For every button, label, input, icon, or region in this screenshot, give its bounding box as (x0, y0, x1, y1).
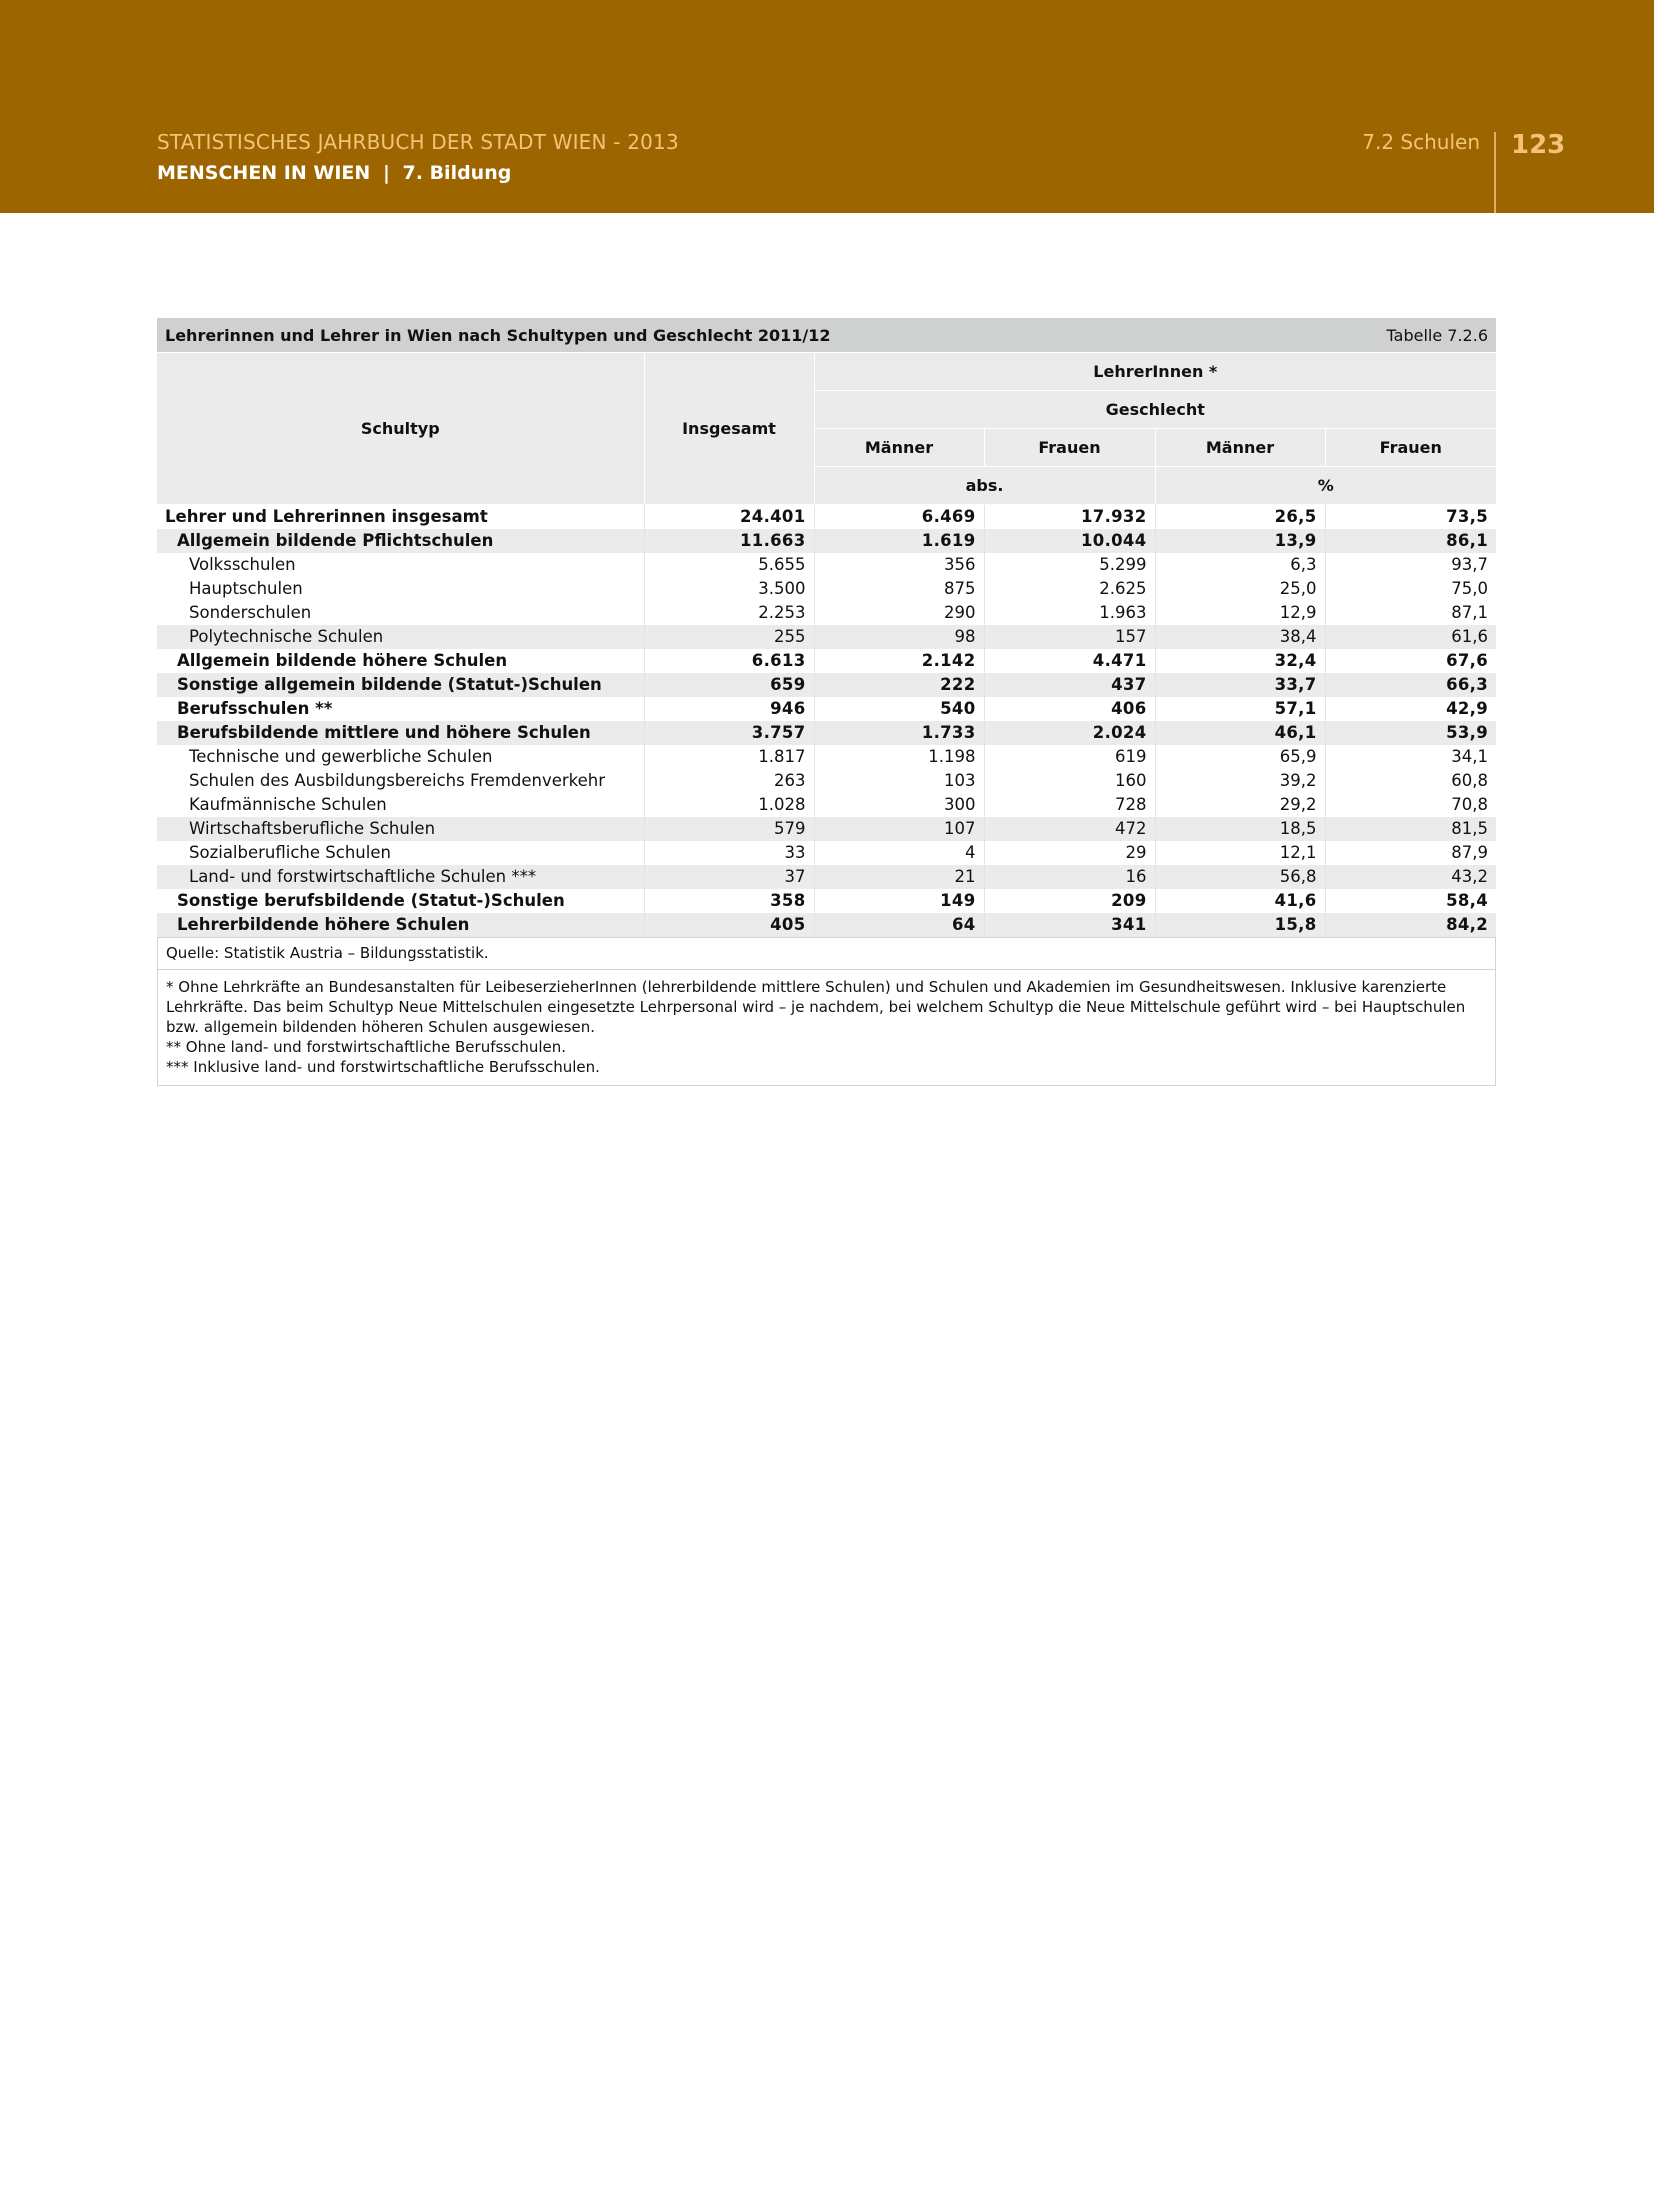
cell-insgesamt: 659 (644, 673, 814, 697)
cell-frauen: 4.471 (984, 649, 1155, 673)
header-maenner-pct: Männer (1155, 429, 1325, 467)
footnote-2: ** Ohne land- und forstwirtschaftliche Berufsschulen. (166, 1038, 567, 1056)
cell-maenner-pct: 12,9 (1155, 601, 1325, 625)
cell-maenner-pct: 18,5 (1155, 817, 1325, 841)
cell-maenner-pct: 39,2 (1155, 769, 1325, 793)
cell-frauen-pct: 87,9 (1451, 843, 1489, 862)
header-insgesamt: Insgesamt (644, 353, 814, 505)
cell-insgesamt: 263 (644, 769, 814, 793)
table-row (157, 577, 1496, 601)
cell-frauen: 472 (984, 817, 1155, 841)
cell-frauen: 29 (984, 841, 1155, 865)
cell-insgesamt: 24.401 (644, 505, 814, 530)
cell-insgesamt: 3.757 (644, 721, 814, 745)
cell-insgesamt: 946 (644, 697, 814, 721)
header-divider (1494, 132, 1496, 213)
table-row (157, 553, 1496, 577)
row-label: Berufsschulen ** (157, 697, 644, 721)
table-row (157, 697, 1496, 721)
cell-frauen-pct: 93,7 (1451, 555, 1489, 574)
table-row (157, 505, 1496, 530)
cell-insgesamt: 358 (644, 889, 814, 913)
cell-frauen: 341 (984, 913, 1155, 937)
table-row (157, 529, 1496, 553)
row-label: Sozialberufliche Schulen (157, 841, 644, 865)
table-row (157, 673, 1496, 697)
cell-maenner-pct: 46,1 (1155, 721, 1325, 745)
table-row (157, 865, 1496, 889)
table-caption (157, 318, 1496, 352)
subtitle-part-1: MENSCHEN IN WIEN (157, 162, 371, 184)
table-row (157, 601, 1496, 625)
page-header-banner (0, 0, 1654, 213)
cell-insgesamt: 2.253 (644, 601, 814, 625)
cell-insgesamt: 11.663 (644, 529, 814, 553)
row-label: Sonstige berufsbildende (Statut-)Schulen (157, 889, 644, 913)
cell-frauen-pct: 34,1 (1451, 747, 1489, 766)
cell-maenner: 300 (814, 793, 984, 817)
table-row (157, 841, 1496, 865)
cell-frauen-pct: 70,8 (1451, 795, 1489, 814)
cell-frauen-pct: 81,5 (1325, 817, 1496, 841)
cell-insgesamt: 33 (644, 841, 814, 865)
cell-frauen-pct: 61,6 (1325, 625, 1496, 649)
row-label: Kaufmännische Schulen (157, 793, 644, 817)
cell-frauen-pct: 66,3 (1325, 673, 1496, 697)
header-frauen-abs: Frauen (984, 429, 1155, 467)
section-label: 7.2 Schulen (1362, 130, 1480, 154)
header-lehrerinnen: LehrerInnen * (814, 353, 1496, 391)
cell-insgesamt: 1.028 (644, 793, 814, 817)
cell-maenner-pct: 12,1 (1155, 841, 1325, 865)
row-label: Lehrerbildende höhere Schulen (157, 913, 644, 937)
cell-maenner-pct: 15,8 (1155, 913, 1325, 937)
row-label: Volksschulen (157, 553, 644, 577)
cell-frauen: 16 (984, 865, 1155, 889)
row-label: Lehrer und Lehrerinnen insgesamt (157, 505, 644, 530)
header-unit-abs: abs. (814, 467, 1155, 505)
cell-maenner: 98 (814, 625, 984, 649)
cell-maenner: 875 (814, 577, 984, 601)
cell-insgesamt: 3.500 (644, 577, 814, 601)
cell-maenner-pct: 25,0 (1155, 577, 1325, 601)
row-label: Sonstige allgemein bildende (Statut-)Schulen (157, 673, 644, 697)
cell-frauen-pct: 67,6 (1446, 651, 1489, 670)
cell-frauen-pct: 87,1 (1451, 603, 1489, 622)
table-row (157, 913, 1496, 937)
cell-maenner-pct: 6,3 (1155, 553, 1325, 577)
cell-maenner: 21 (814, 865, 984, 889)
cell-maenner-pct: 26,5 (1155, 505, 1325, 530)
cell-maenner: 2.142 (814, 649, 984, 673)
cell-maenner: 356 (814, 553, 984, 577)
cell-maenner-pct: 29,2 (1155, 793, 1325, 817)
table-source: Quelle: Statistik Austria – Bildungsstatistik. (157, 937, 1496, 970)
cell-maenner: 149 (814, 889, 984, 913)
cell-frauen: 619 (984, 745, 1155, 769)
header-frauen-pct: Frauen (1325, 429, 1496, 467)
table-row (157, 745, 1496, 769)
cell-frauen: 406 (984, 697, 1155, 721)
row-label: Sonderschulen (157, 601, 644, 625)
cell-maenner: 1.733 (814, 721, 984, 745)
cell-maenner: 103 (814, 769, 984, 793)
cell-insgesamt: 1.817 (644, 745, 814, 769)
row-label: Hauptschulen (157, 577, 644, 601)
table-row (157, 793, 1496, 817)
cell-frauen-pct: 73,5 (1325, 505, 1496, 530)
row-label: Berufsbildende mittlere und höhere Schulen (157, 721, 644, 745)
data-table (157, 352, 1496, 937)
publication-title: STATISTISCHES JAHRBUCH DER STADT WIEN - 2013 (157, 130, 679, 154)
cell-maenner: 107 (814, 817, 984, 841)
cell-frauen: 2.024 (984, 721, 1155, 745)
cell-maenner: 222 (814, 673, 984, 697)
cell-maenner: 64 (814, 913, 984, 937)
cell-frauen-pct: 58,4 (1446, 891, 1489, 910)
cell-frauen-pct: 86,1 (1325, 529, 1496, 553)
subtitle-part-2: 7. Bildung (402, 162, 512, 184)
cell-frauen-pct: 75,0 (1451, 579, 1489, 598)
cell-frauen: 157 (984, 625, 1155, 649)
row-label: Polytechnische Schulen (157, 625, 644, 649)
chapter-subtitle (157, 162, 511, 184)
cell-frauen-pct: 84,2 (1325, 913, 1496, 937)
row-label: Allgemein bildende höhere Schulen (157, 649, 644, 673)
cell-maenner: 1.198 (814, 745, 984, 769)
cell-insgesamt: 255 (644, 625, 814, 649)
table-row (157, 817, 1496, 841)
table-title: Lehrerinnen und Lehrer in Wien nach Schultypen und Geschlecht 2011/12 (165, 325, 831, 345)
cell-frauen-pct: 43,2 (1325, 865, 1496, 889)
row-label: Wirtschaftsberufliche Schulen (157, 817, 644, 841)
cell-frauen: 728 (984, 793, 1155, 817)
table-row (157, 889, 1496, 913)
cell-maenner-pct: 57,1 (1155, 697, 1325, 721)
header-schultyp: Schultyp (157, 353, 644, 505)
header-geschlecht: Geschlecht (814, 391, 1496, 429)
table-number: Tabelle 7.2.6 (1386, 325, 1488, 345)
cell-maenner-pct: 32,4 (1155, 649, 1325, 673)
table-row (157, 649, 1496, 673)
cell-maenner: 4 (814, 841, 984, 865)
cell-maenner-pct: 33,7 (1155, 673, 1325, 697)
cell-maenner-pct: 65,9 (1155, 745, 1325, 769)
subtitle-separator: | (382, 162, 390, 184)
cell-frauen: 209 (984, 889, 1155, 913)
cell-frauen: 160 (984, 769, 1155, 793)
cell-frauen-pct: 60,8 (1451, 771, 1489, 790)
cell-frauen: 5.299 (984, 553, 1155, 577)
cell-frauen: 17.932 (984, 505, 1155, 530)
cell-maenner-pct: 41,6 (1155, 889, 1325, 913)
table-row (157, 721, 1496, 745)
cell-frauen: 10.044 (984, 529, 1155, 553)
header-maenner-abs: Männer (814, 429, 984, 467)
cell-frauen-pct: 42,9 (1446, 699, 1489, 718)
cell-maenner: 6.469 (814, 505, 984, 530)
table-footnotes (157, 970, 1496, 1086)
cell-frauen: 2.625 (984, 577, 1155, 601)
cell-insgesamt: 37 (644, 865, 814, 889)
row-label: Technische und gewerbliche Schulen (157, 745, 644, 769)
cell-insgesamt: 5.655 (644, 553, 814, 577)
row-label: Land- und forstwirtschaftliche Schulen *** (157, 865, 644, 889)
cell-maenner-pct: 56,8 (1155, 865, 1325, 889)
cell-maenner-pct: 38,4 (1155, 625, 1325, 649)
cell-insgesamt: 405 (644, 913, 814, 937)
footnote-3: *** Inklusive land- und forstwirtschaftliche Berufsschulen. (166, 1058, 600, 1076)
cell-frauen: 1.963 (984, 601, 1155, 625)
cell-maenner: 540 (814, 697, 984, 721)
cell-maenner: 1.619 (814, 529, 984, 553)
table-row (157, 625, 1496, 649)
page-number: 123 (1511, 130, 1566, 160)
statistics-table (157, 318, 1496, 1086)
header-unit-pct: % (1155, 467, 1496, 505)
cell-maenner: 290 (814, 601, 984, 625)
cell-maenner-pct: 13,9 (1155, 529, 1325, 553)
cell-insgesamt: 579 (644, 817, 814, 841)
row-label: Allgemein bildende Pflichtschulen (157, 529, 644, 553)
footnote-1: * Ohne Lehrkräfte an Bundesanstalten für LeibeserzieherInnen (lehrerbildende mittlere Schulen) und Schulen und Akademien im Gesundheitswesen. Inklusive karenzierte Lehrkräfte. Das beim Schultyp Neue Mittelschulen eingesetzte Lehrpersonal wird – je nachdem, bei welchem Schultyp die Neue Mittelschule geführt wird – bei Hauptschulen bzw. allgemein bildenden höheren Schulen ausgewiesen. (166, 978, 1466, 1036)
cell-frauen-pct: 53,9 (1325, 721, 1496, 745)
table-row (157, 769, 1496, 793)
row-label: Schulen des Ausbildungsbereichs Fremdenverkehr (157, 769, 644, 793)
cell-frauen: 437 (984, 673, 1155, 697)
cell-insgesamt: 6.613 (644, 649, 814, 673)
